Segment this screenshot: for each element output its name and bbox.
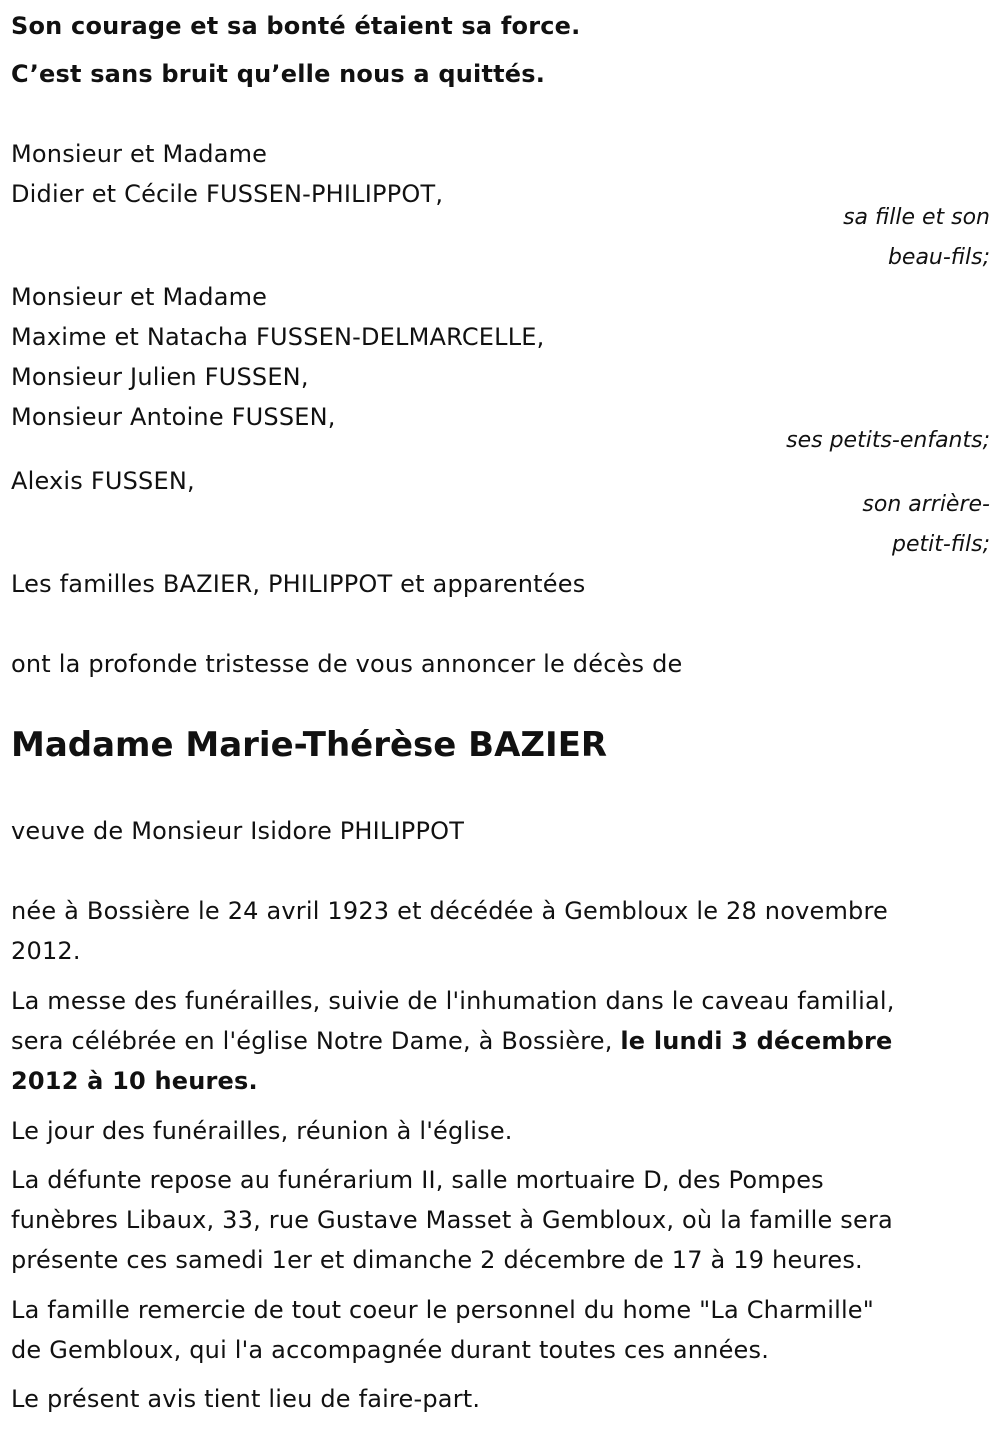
birth-death-line: née à Bossière le 24 avril 1923 et décédée à Gembloux le 28 novembre [11, 897, 888, 925]
ceremony-line [11, 1021, 893, 1061]
family-line: Monsieur et Madame [11, 283, 268, 311]
rest-line: funèbres Libaux, 33, rue Gustave Masset à Gembloux, où la famille sera [11, 1206, 893, 1234]
widow-line: veuve de Monsieur Isidore PHILIPPOT [11, 817, 465, 845]
ceremony-text: sera célébrée en l'église Notre Dame, à Bossière, [11, 1027, 621, 1055]
family-line: Monsieur Antoine FUSSEN, [11, 403, 336, 431]
epitaph-line-1: Son courage et sa bonté étaient sa force. [11, 12, 581, 40]
family-line: Maxime et Natacha FUSSEN-DELMARCELLE, [11, 323, 545, 351]
thanks-line: de Gembloux, qui l'a accompagnée durant toutes ces années. [11, 1336, 770, 1364]
rest-line: La défunte repose au funérarium II, salle mortuaire D, des Pompes [11, 1166, 824, 1194]
announcement: ont la profonde tristesse de vous annoncer le décès de [11, 650, 683, 678]
family-line: Didier et Cécile FUSSEN-PHILIPPOT, [11, 180, 444, 208]
family-line: Les familles BAZIER, PHILIPPOT et apparentées [11, 570, 586, 598]
relation-label: beau-fils; [887, 245, 990, 270]
relation-label: ses petits-enfants; [786, 428, 990, 453]
relation-label: petit-fils; [891, 532, 990, 557]
birth-death-line: 2012. [11, 937, 81, 965]
meeting-line: Le jour des funérailles, réunion à l'église. [11, 1117, 513, 1145]
relation-label: sa fille et son [843, 205, 990, 230]
notice-line: Le présent avis tient lieu de faire-part. [11, 1385, 481, 1413]
relation-label: son arrière- [862, 492, 990, 517]
rest-line: présente ces samedi 1er et dimanche 2 décembre de 17 à 19 heures. [11, 1246, 863, 1274]
epitaph-line-2: C’est sans bruit qu’elle nous a quittés. [11, 60, 546, 88]
deceased-name: Madame Marie-Thérèse BAZIER [11, 725, 608, 765]
family-line: Monsieur Julien FUSSEN, [11, 363, 309, 391]
family-line: Alexis FUSSEN, [11, 467, 195, 495]
ceremony-date: le lundi 3 décembre [620, 1027, 893, 1055]
family-line: Monsieur et Madame [11, 140, 268, 168]
ceremony-date: 2012 à 10 heures. [11, 1067, 258, 1095]
thanks-line: La famille remercie de tout coeur le personnel du home "La Charmille" [11, 1296, 875, 1324]
ceremony-line: La messe des funérailles, suivie de l'inhumation dans le caveau familial, [11, 987, 895, 1015]
